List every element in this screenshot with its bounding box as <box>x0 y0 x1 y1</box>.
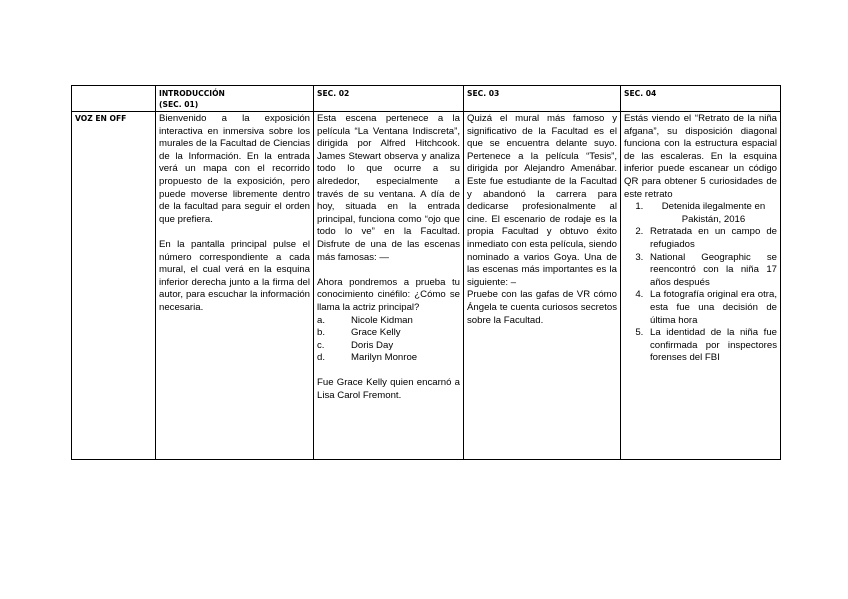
intro-paragraph-2: En la pantalla principal pulse el número correspondiente a cada mural, el cual verá en la esquina inferior derecha junto a la firma del autor, para escuchar la información necesaria. <box>159 238 310 313</box>
header-sec2: SEC. 02 <box>314 86 464 112</box>
header-row <box>72 86 781 112</box>
quiz-option-b <box>317 327 460 340</box>
option-text: Nicole Kidman <box>351 314 413 326</box>
curiosity-item: 4. La fotografía original era otra, esta fue una decisión de última hora <box>646 289 777 327</box>
header-empty <box>72 86 156 112</box>
option-text: Grace Kelly <box>351 327 401 339</box>
header-intro-sub: (SEC. 01) <box>159 100 199 109</box>
row-label: VOZ EN OFF <box>72 112 156 460</box>
curiosity-item: 3. National Geographic se reencontró con la niña 17 años después <box>646 252 777 290</box>
quiz-option-a <box>317 315 460 328</box>
option-text: Doris Day <box>351 339 394 351</box>
curiosities-list <box>624 201 777 365</box>
option-letter: c. <box>317 339 325 351</box>
quiz-option-d <box>317 352 460 365</box>
sec4-cell <box>621 112 781 460</box>
curiosity-item: 2. Retratada en un campo de refugiados <box>646 226 777 251</box>
spacer <box>317 264 460 277</box>
spacer <box>317 365 460 378</box>
sec3-paragraph-1: Quizá el mural más famoso y significativo de la Facultad es el que se encuentra delante suyo. Pertenece a la película “Tesis”, dirigida por Alejandro Amenábar. Este fue estudiante de la Facultad y abandonó la carrera para dedicarse profesionalmente al cine. El escenario de rodaje es la propia Facultad y obtuvo éxito inmediato con esta película, siendo nominado a varios Goya. Una de las escenas más importantes es la siguiente: – <box>467 113 617 288</box>
intro-paragraph-1: Bienvenido a la exposición interactiva en inmersiva sobre los murales de la Facultad de Ciencias de la Información. En la entrada verá un mapa con el recorrido propuesto de la exposición, pero puede moverse libremente dentro de la facultad para seguir el orden que prefiera. <box>159 113 310 225</box>
option-letter: d. <box>317 352 326 364</box>
option-letter: a. <box>317 314 326 326</box>
sec3-paragraph-2: Pruebe con las gafas de VR cómo Ángela te cuenta curiosos secretos sobre la Facultad. <box>467 289 617 326</box>
intro-cell <box>156 112 314 460</box>
spacer <box>159 226 310 239</box>
sec3-cell <box>464 112 621 460</box>
sec2-paragraph-1: Esta escena pertenece a la película “La Ventana Indiscreta”, dirigida por Alfred Hitchcook. James Stewart observa y analiza todo lo que ocurre a su alrededor, especialmente a través de su ventana. A día de hoy, situada en la entrada principal, funciona como “ojo que todo lo ve” en la Facultad. Disfrute de una de las escenas más famosas: — <box>317 113 460 263</box>
voice-over-row <box>72 112 781 460</box>
header-sec4: SEC. 04 <box>621 86 781 112</box>
curiosity-item: 5. La identidad de la niña fue confirmada por inspectores forenses del FBI <box>646 327 777 365</box>
option-letter: b. <box>317 327 326 339</box>
header-intro-title: INTRODUCCIÓN <box>159 89 225 98</box>
quiz-option-c <box>317 340 460 353</box>
sec2-answer: Fue Grace Kelly quien encarnó a Lisa Carol Fremont. <box>317 377 460 402</box>
curiosity-item: 1. Detenida ilegalmente en Pakistán, 2016 <box>646 201 777 226</box>
option-text: Marilyn Monroe <box>351 352 418 364</box>
sec2-cell <box>314 112 464 460</box>
header-intro <box>156 86 314 112</box>
header-sec3: SEC. 03 <box>464 86 621 112</box>
sec2-question: Ahora pondremos a prueba tu conocimiento cinéfilo: ¿Cómo se llama la actriz principal? <box>317 276 460 313</box>
sec4-paragraph-1: Estás viendo el “Retrato de la niña afgana”, su disposición diagonal funciona con la estructura espacial de las escaleras. En la esquina inferior puede escanear un código QR para obtener 5 curiosidades de este retrato <box>624 113 777 200</box>
script-table <box>71 85 781 460</box>
